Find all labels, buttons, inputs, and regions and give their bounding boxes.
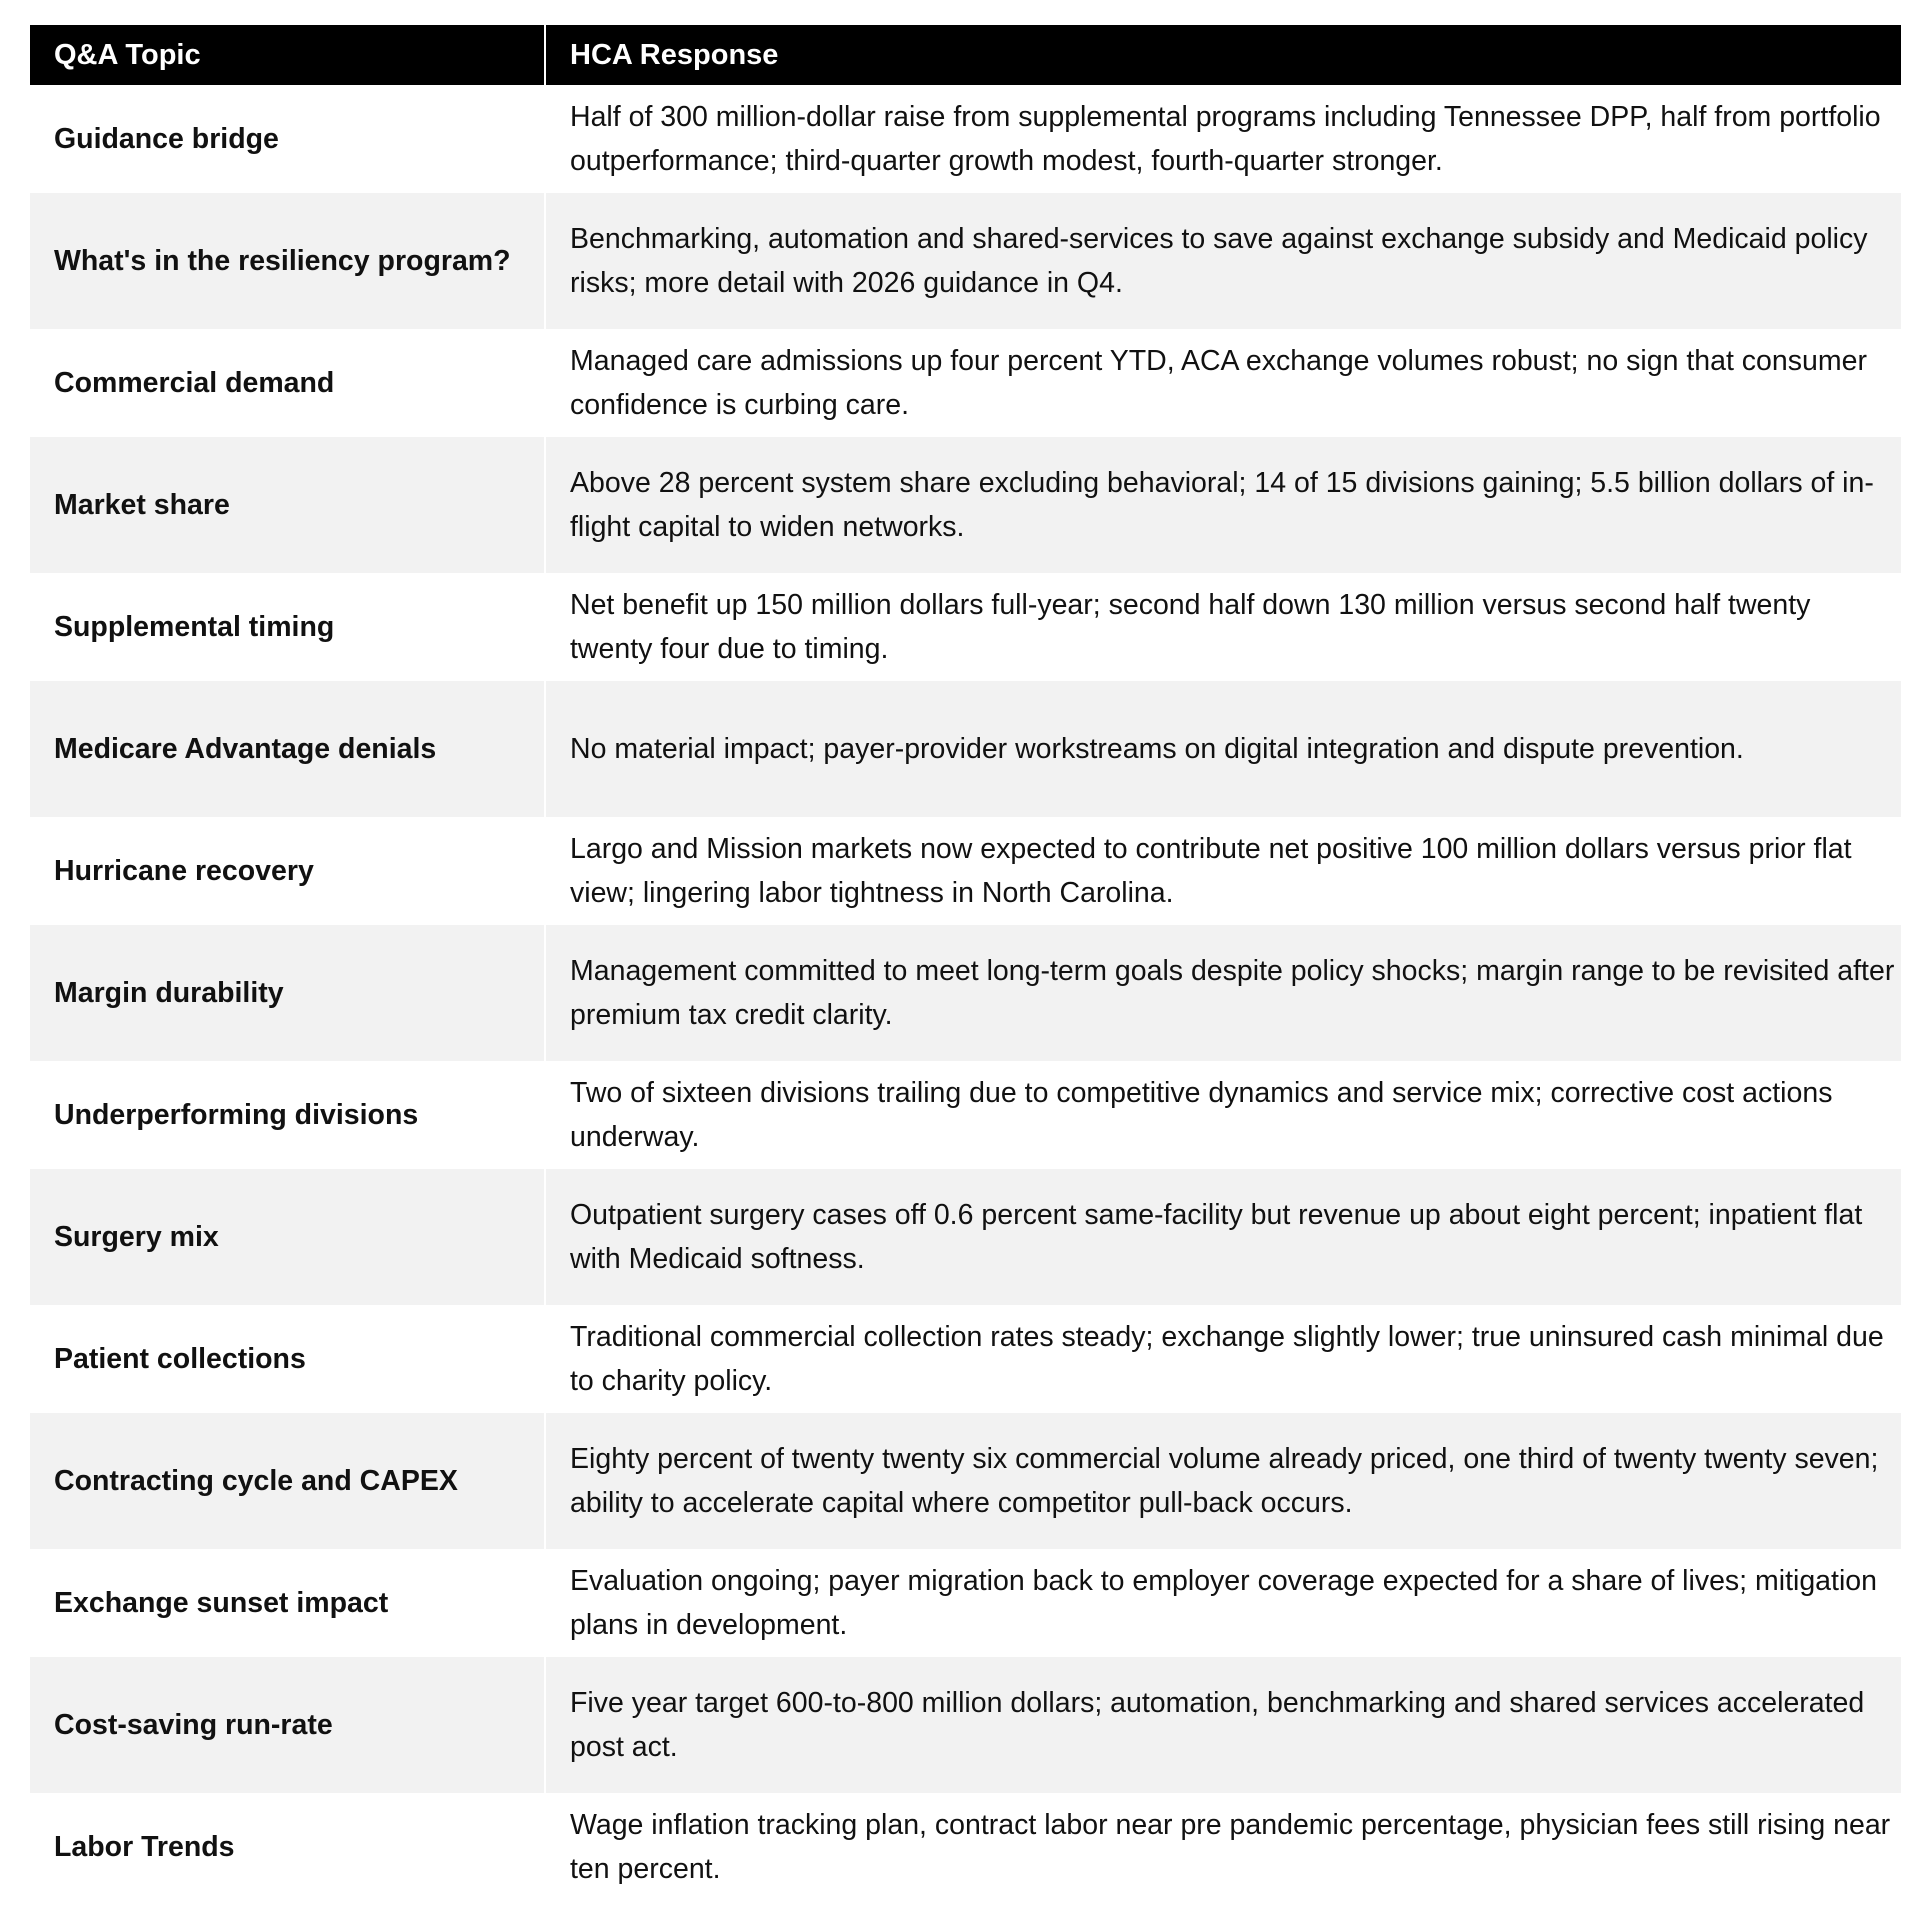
row-response: Five year target 600-to-800 million dollars; automation, benchmarking and shared services accelerated post act.	[545, 1657, 1901, 1793]
row-response: Managed care admissions up four percent YTD, ACA exchange volumes robust; no sign that consumer confidence is curbing care.	[545, 329, 1901, 437]
header-topic: Q&A Topic	[30, 25, 545, 85]
row-topic: Underperforming divisions	[30, 1061, 545, 1169]
table-row	[30, 1793, 1901, 1901]
header-response: HCA Response	[545, 25, 1901, 85]
row-response: Wage inflation tracking plan, contract labor near pre pandemic percentage, physician fees still rising near ten percent.	[545, 1793, 1901, 1901]
qa-table-container	[30, 25, 1901, 1901]
table-row	[30, 817, 1901, 925]
table-row	[30, 681, 1901, 817]
row-topic: What's in the resiliency program?	[30, 193, 545, 329]
row-response: Half of 300 million-dollar raise from supplemental programs including Tennessee DPP, half from portfolio outperformance; third-quarter growth modest, fourth-quarter stronger.	[545, 85, 1901, 193]
row-response: Management committed to meet long-term goals despite policy shocks; margin range to be revisited after premium tax credit clarity.	[545, 925, 1901, 1061]
row-response: Largo and Mission markets now expected to contribute net positive 100 million dollars versus prior flat view; lingering labor tightness in North Carolina.	[545, 817, 1901, 925]
table-row	[30, 1413, 1901, 1549]
row-topic: Guidance bridge	[30, 85, 545, 193]
row-response: Eighty percent of twenty twenty six commercial volume already priced, one third of twenty twenty seven; ability to accelerate capital where competitor pull-back occurs.	[545, 1413, 1901, 1549]
row-response: Outpatient surgery cases off 0.6 percent same-facility but revenue up about eight percent; inpatient flat with Medicaid softness.	[545, 1169, 1901, 1305]
row-topic: Exchange sunset impact	[30, 1549, 545, 1657]
row-topic: Market share	[30, 437, 545, 573]
row-topic: Commercial demand	[30, 329, 545, 437]
table-row	[30, 1549, 1901, 1657]
row-topic: Surgery mix	[30, 1169, 545, 1305]
table-row	[30, 1657, 1901, 1793]
table-header-row	[30, 25, 1901, 85]
row-response: Two of sixteen divisions trailing due to competitive dynamics and service mix; corrective cost actions underway.	[545, 1061, 1901, 1169]
row-topic: Supplemental timing	[30, 573, 545, 681]
row-topic: Margin durability	[30, 925, 545, 1061]
table-row	[30, 573, 1901, 681]
row-response: No material impact; payer-provider workstreams on digital integration and dispute prevention.	[545, 681, 1901, 817]
row-response: Net benefit up 150 million dollars full-year; second half down 130 million versus second half twenty twenty four due to timing.	[545, 573, 1901, 681]
table-row	[30, 437, 1901, 573]
qa-table	[30, 25, 1901, 1901]
table-row	[30, 85, 1901, 193]
row-topic: Hurricane recovery	[30, 817, 545, 925]
row-topic: Contracting cycle and CAPEX	[30, 1413, 545, 1549]
row-response: Benchmarking, automation and shared-services to save against exchange subsidy and Medicaid policy risks; more detail with 2026 guidance in Q4.	[545, 193, 1901, 329]
row-topic: Patient collections	[30, 1305, 545, 1413]
table-row	[30, 193, 1901, 329]
table-row	[30, 1305, 1901, 1413]
row-topic: Medicare Advantage denials	[30, 681, 545, 817]
row-response: Traditional commercial collection rates steady; exchange slightly lower; true uninsured cash minimal due to charity policy.	[545, 1305, 1901, 1413]
row-topic: Cost-saving run-rate	[30, 1657, 545, 1793]
row-response: Above 28 percent system share excluding behavioral; 14 of 15 divisions gaining; 5.5 billion dollars of in-flight capital to widen networks.	[545, 437, 1901, 573]
table-row	[30, 1061, 1901, 1169]
table-row	[30, 925, 1901, 1061]
table-row	[30, 1169, 1901, 1305]
row-topic: Labor Trends	[30, 1793, 545, 1901]
row-response: Evaluation ongoing; payer migration back to employer coverage expected for a share of lives; mitigation plans in development.	[545, 1549, 1901, 1657]
table-row	[30, 329, 1901, 437]
